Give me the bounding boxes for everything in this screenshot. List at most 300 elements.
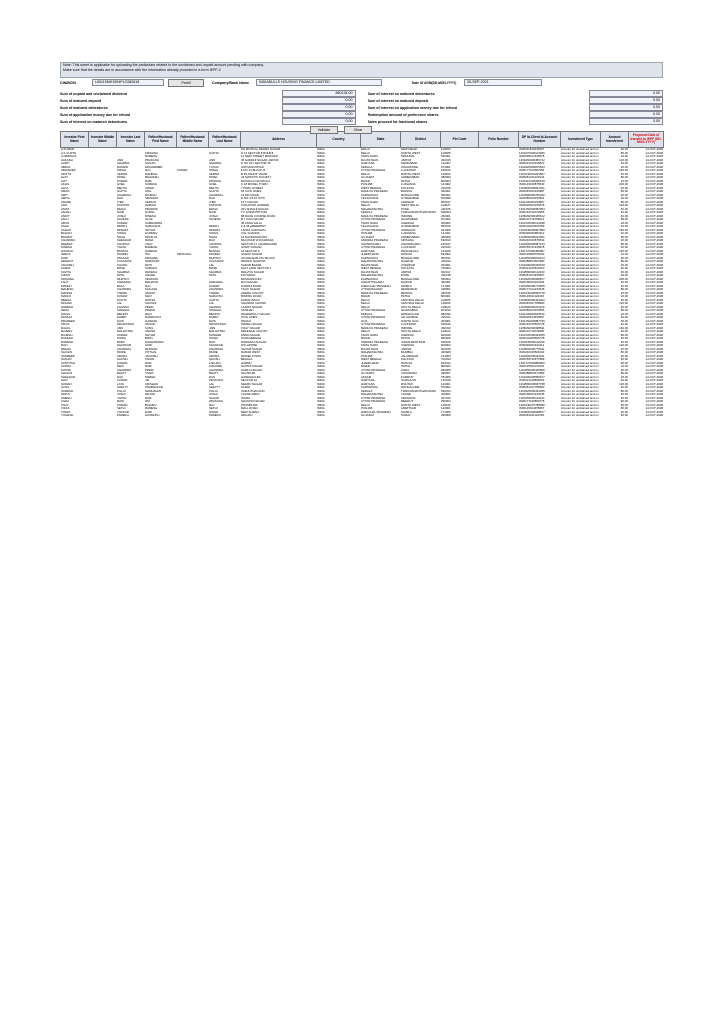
table-cell[interactable]: 400028 bbox=[441, 351, 451, 355]
table-cell[interactable]: 14-OCT-2028 bbox=[645, 158, 663, 162]
table-cell[interactable]: PAREKH bbox=[117, 414, 129, 418]
table-cell[interactable]: KUMAR bbox=[209, 284, 220, 288]
table-cell[interactable]: Amount for unclaimed and un bbox=[561, 414, 599, 418]
table-cell[interactable]: 60.00 bbox=[620, 190, 628, 194]
table-cell[interactable]: LATA bbox=[117, 382, 124, 386]
table-cell[interactable]: 492001 bbox=[441, 281, 451, 285]
table-cell[interactable]: SUBHAS bbox=[145, 267, 157, 271]
table-cell[interactable]: ANNA NAGAR bbox=[241, 333, 260, 337]
table-cell[interactable]: 60.00 bbox=[620, 319, 628, 323]
table-cell[interactable]: 9 RAJOURI GARDEN bbox=[241, 204, 270, 208]
table-cell[interactable]: IN30232410876543 bbox=[519, 239, 545, 243]
table-cell[interactable]: IN30133011122334 bbox=[519, 295, 544, 299]
table-cell[interactable]: VADODARA bbox=[401, 372, 418, 376]
table-cell[interactable]: 1208160000345612 bbox=[519, 214, 545, 218]
table-cell[interactable]: Amount for unclaimed and un bbox=[561, 319, 599, 323]
table-cell[interactable]: Amount for unclaimed and un bbox=[561, 211, 599, 215]
table-cell[interactable]: PUNJAB bbox=[361, 407, 373, 411]
table-cell[interactable]: JAIPUR bbox=[401, 158, 412, 162]
table-cell[interactable]: 14-OCT-2028 bbox=[645, 379, 663, 383]
table-cell[interactable]: UTTAR PRADESH bbox=[361, 246, 386, 250]
table-cell[interactable]: IN30021418899001 bbox=[519, 379, 545, 383]
table-cell[interactable]: IN30021416543210 bbox=[519, 267, 545, 271]
table-cell[interactable]: H NO 221 SECTOR 15 bbox=[241, 162, 271, 166]
table-cell[interactable]: MUKESH bbox=[145, 347, 158, 351]
table-cell[interactable]: 24 SECTOR 9 bbox=[241, 249, 260, 253]
table-cell[interactable]: INDIA bbox=[317, 330, 325, 334]
table-cell[interactable]: VARANASI bbox=[401, 396, 416, 400]
table-cell[interactable]: KUMAR bbox=[117, 333, 128, 337]
table-cell[interactable]: Amount for unclaimed and un bbox=[561, 246, 599, 250]
table-cell[interactable]: Amount for unclaimed and un bbox=[561, 256, 599, 260]
table-cell[interactable]: 14-OCT-2028 bbox=[645, 340, 663, 344]
table-cell[interactable]: SHARMA bbox=[209, 270, 222, 274]
table-cell[interactable]: HARYANA bbox=[361, 162, 375, 166]
table-cell[interactable]: BIHAR bbox=[361, 337, 370, 341]
table-cell[interactable]: INDIA bbox=[317, 337, 325, 341]
table-cell[interactable]: JOSHI bbox=[117, 214, 126, 218]
table-cell[interactable]: RAMESH bbox=[61, 340, 74, 344]
table-cell[interactable]: SATISH bbox=[61, 368, 72, 372]
table-cell[interactable]: AHMEDABAD bbox=[401, 176, 420, 180]
table-cell[interactable] bbox=[177, 414, 209, 418]
table-cell[interactable]: DELHI bbox=[361, 172, 370, 176]
table-cell[interactable]: HARI bbox=[145, 410, 152, 414]
table-cell[interactable]: 14-OCT-2028 bbox=[645, 214, 663, 218]
table-cell[interactable]: SRIVASTAVA bbox=[117, 323, 135, 327]
table-cell[interactable]: 14-OCT-2028 bbox=[645, 253, 663, 257]
table-cell[interactable]: CHENNAI bbox=[401, 333, 415, 337]
table-cell[interactable]: CENTRAL DELHI bbox=[401, 302, 424, 306]
table-cell[interactable]: Amount for unclaimed and un bbox=[561, 298, 599, 302]
table-cell[interactable]: INDIA bbox=[317, 277, 325, 281]
table-cell[interactable]: IN30286310234561 bbox=[519, 197, 545, 201]
table-cell[interactable]: 1302590000667788 bbox=[519, 382, 545, 386]
table-cell[interactable]: BALA bbox=[117, 284, 125, 288]
table-cell[interactable]: RAO bbox=[209, 239, 216, 243]
table-cell[interactable]: 452010 bbox=[441, 326, 451, 330]
table-cell[interactable]: INDIA bbox=[317, 172, 325, 176]
table-cell[interactable]: 80.00 bbox=[620, 200, 628, 204]
table-cell[interactable]: DESAI bbox=[209, 207, 218, 211]
table-cell[interactable]: INDIA bbox=[317, 291, 325, 295]
table-cell[interactable]: DELHI bbox=[361, 298, 370, 302]
table-cell[interactable]: YADAV bbox=[117, 246, 127, 250]
table-cell[interactable]: INDIA bbox=[317, 193, 325, 197]
table-cell[interactable]: SHETTY bbox=[209, 386, 221, 390]
table-cell[interactable]: ALKA bbox=[61, 186, 69, 190]
table-cell[interactable]: KAILASH bbox=[145, 288, 158, 292]
table-cell[interactable]: 144003 bbox=[441, 354, 451, 358]
table-cell[interactable]: GHOSH bbox=[209, 358, 220, 362]
table-cell[interactable]: HARISH bbox=[145, 204, 156, 208]
table-cell[interactable]: ANOOP bbox=[145, 323, 156, 327]
table-cell[interactable]: 1302590000112233 bbox=[519, 270, 545, 274]
table-cell[interactable]: 40.00 bbox=[620, 172, 628, 176]
table-cell[interactable]: PANKAJ bbox=[61, 316, 73, 320]
table-cell[interactable]: NEHA bbox=[61, 309, 70, 313]
table-cell[interactable]: 14-OCT-2028 bbox=[645, 172, 663, 176]
table-cell[interactable]: 14-OCT-2028 bbox=[645, 207, 663, 211]
table-cell[interactable]: 110052 bbox=[441, 172, 451, 176]
table-cell[interactable]: 14-OCT-2028 bbox=[645, 200, 663, 204]
table-cell[interactable]: 171009 bbox=[441, 410, 451, 414]
table-cell[interactable]: 40.00 bbox=[620, 274, 628, 278]
table-cell[interactable]: 301 SHIVAJI NAGAR bbox=[241, 207, 269, 211]
table-cell[interactable]: 380009 bbox=[441, 176, 451, 180]
table-cell[interactable]: 6/2 MOTILAL NEHRU NAGAR bbox=[241, 147, 281, 152]
table-cell[interactable]: HASMUKH bbox=[145, 414, 160, 418]
table-cell[interactable]: Amount for unclaimed and un bbox=[561, 155, 599, 159]
table-cell[interactable]: OM bbox=[145, 400, 150, 404]
table-cell[interactable]: INDIA bbox=[317, 200, 325, 204]
table-cell[interactable]: AARTI bbox=[61, 162, 70, 166]
table-cell[interactable]: INDIA bbox=[317, 274, 325, 278]
table-cell[interactable]: IN30102220456789 bbox=[519, 225, 545, 229]
table-cell[interactable]: A KUMAR bbox=[61, 147, 75, 152]
table-cell[interactable]: Amount for unclaimed and un bbox=[561, 228, 599, 232]
table-cell[interactable]: DELHI bbox=[361, 403, 370, 407]
table-cell[interactable]: SHARMA bbox=[117, 162, 130, 166]
table-cell[interactable]: LAL bbox=[209, 263, 215, 267]
table-cell[interactable]: PRASAD bbox=[117, 256, 129, 260]
table-cell[interactable]: 695004 bbox=[441, 211, 451, 215]
table-cell[interactable]: 1203320000876543 bbox=[519, 165, 545, 169]
table-cell[interactable]: UTTAR PRADESH bbox=[361, 169, 386, 173]
table-cell[interactable]: MEHTA bbox=[209, 186, 219, 190]
table-cell[interactable]: 40.00 bbox=[620, 414, 628, 418]
table-cell[interactable]: 80.00 bbox=[620, 333, 628, 337]
table-cell[interactable]: KAVITA bbox=[61, 270, 71, 274]
table-cell[interactable]: CHHATTISGARH bbox=[361, 281, 384, 285]
table-cell[interactable]: MAHARASHTRA bbox=[361, 260, 384, 264]
table-cell[interactable]: SHIV bbox=[145, 295, 152, 299]
table-cell[interactable]: 120.00 bbox=[619, 249, 628, 253]
table-cell[interactable]: 80.00 bbox=[620, 372, 628, 376]
table-cell[interactable]: DUBEY bbox=[117, 316, 127, 320]
table-cell[interactable]: 14-OCT-2028 bbox=[645, 190, 663, 194]
table-cell[interactable]: TAMIL NADU bbox=[361, 155, 379, 159]
table-cell[interactable]: BANGALORE bbox=[401, 193, 419, 197]
table-cell[interactable]: NAIR bbox=[117, 211, 124, 215]
table-cell[interactable]: PUNE bbox=[401, 274, 410, 278]
table-cell[interactable]: AMITA bbox=[61, 197, 70, 201]
table-cell[interactable]: IN30102225566778 bbox=[519, 337, 545, 341]
table-cell[interactable]: 10.00 bbox=[620, 253, 628, 257]
table-cell[interactable]: 1202300000987123 bbox=[519, 242, 545, 246]
table-cell[interactable]: BASAVANGUDI bbox=[241, 277, 262, 281]
table-cell[interactable]: NAGESWARA bbox=[145, 340, 164, 344]
clear-button[interactable]: Clear bbox=[344, 126, 372, 134]
table-cell[interactable]: SAGAR bbox=[209, 396, 220, 400]
table-cell[interactable]: 40.00 bbox=[620, 323, 628, 327]
table-cell[interactable]: IN30036023344112 bbox=[519, 344, 545, 348]
table-cell[interactable]: INDIA bbox=[317, 263, 325, 267]
agm-date-input[interactable]: 28-SEP-2021 bbox=[464, 79, 542, 86]
table-cell[interactable]: SANDEEP bbox=[61, 354, 75, 358]
table-cell[interactable]: ABDUL bbox=[61, 165, 71, 169]
table-cell[interactable]: JOSHI bbox=[209, 214, 218, 218]
table-cell[interactable]: NORTH WEST bbox=[401, 172, 421, 176]
table-cell[interactable]: 1203000000443322 bbox=[519, 298, 545, 302]
table-cell[interactable]: 14-OCT-2028 bbox=[645, 298, 663, 302]
table-cell[interactable]: ANIL bbox=[61, 204, 68, 208]
table-cell[interactable]: 1204450000678123 bbox=[519, 256, 545, 260]
table-cell[interactable]: PAREKH bbox=[209, 414, 221, 418]
table-cell[interactable]: INDIA bbox=[317, 284, 325, 288]
table-cell[interactable]: 800023 bbox=[441, 365, 451, 369]
table-cell[interactable]: 14-OCT-2028 bbox=[645, 361, 663, 365]
table-cell[interactable]: 400601 bbox=[441, 393, 451, 397]
table-cell[interactable]: KARNATAKA bbox=[361, 277, 379, 281]
table-cell[interactable]: 14-OCT-2028 bbox=[645, 232, 663, 236]
table-cell[interactable]: NORTH WEST bbox=[401, 151, 421, 155]
table-cell[interactable]: 1202990000221100 bbox=[519, 305, 545, 309]
table-cell[interactable]: 120.00 bbox=[619, 344, 628, 348]
table-cell[interactable]: DELHI bbox=[361, 204, 370, 208]
table-cell[interactable]: Amount for unclaimed and un bbox=[561, 407, 599, 411]
table-cell[interactable]: 14-OCT-2028 bbox=[645, 267, 663, 271]
table-cell[interactable]: 3/45 MAIN ROAD bbox=[241, 165, 264, 169]
table-cell[interactable]: HARI bbox=[145, 344, 152, 348]
table-cell[interactable]: Amount for unclaimed and un bbox=[561, 382, 599, 386]
table-cell[interactable]: RAJASTHAN bbox=[361, 270, 379, 274]
table-cell[interactable]: IN30177415566778 bbox=[519, 400, 545, 404]
table-cell[interactable]: Amount for unclaimed and un bbox=[561, 316, 599, 320]
table-cell[interactable]: ANDHRA PRADESH bbox=[361, 239, 388, 243]
table-cell[interactable]: BHAVESH bbox=[145, 176, 159, 180]
table-cell[interactable]: MEENA bbox=[61, 298, 72, 302]
table-cell[interactable]: 14-OCT-2028 bbox=[645, 333, 663, 337]
table-cell[interactable]: KUMAR bbox=[117, 361, 128, 365]
table-cell[interactable]: MYLAPORE bbox=[241, 344, 258, 348]
table-cell[interactable]: SARITA bbox=[61, 365, 72, 369]
table-cell[interactable]: RAVI bbox=[145, 312, 152, 316]
table-cell[interactable]: INDIA bbox=[317, 228, 325, 232]
table-cell[interactable]: KIRAN bbox=[61, 274, 70, 278]
table-cell[interactable]: KERALA bbox=[361, 389, 373, 393]
table-cell[interactable]: 110003 bbox=[441, 147, 451, 152]
table-cell[interactable]: Amount for unclaimed and un bbox=[561, 239, 599, 243]
table-cell[interactable]: GUJARAT bbox=[361, 235, 375, 239]
table-cell[interactable]: PANAMPILLY NAGAR bbox=[241, 312, 270, 316]
table-cell[interactable]: 110024 bbox=[441, 305, 451, 309]
table-cell[interactable]: 462001 bbox=[441, 190, 451, 194]
table-cell[interactable]: 14-OCT-2028 bbox=[645, 165, 663, 169]
table-cell[interactable]: 1204720000334455 bbox=[519, 333, 545, 337]
table-cell[interactable]: KUMAR bbox=[177, 169, 188, 173]
table-cell[interactable]: KAROL BAGH bbox=[241, 298, 260, 302]
table-cell[interactable]: 14-OCT-2028 bbox=[645, 305, 663, 309]
table-cell[interactable]: Amount for unclaimed and un bbox=[561, 169, 599, 173]
table-cell[interactable]: 1203000000998877 bbox=[519, 410, 545, 414]
table-cell[interactable]: MAHARASHTRA bbox=[361, 393, 384, 397]
table-cell[interactable]: SHEKHAR bbox=[117, 239, 131, 243]
table-cell[interactable]: CHENNAI bbox=[401, 200, 415, 204]
table-cell[interactable]: DELHI bbox=[361, 330, 370, 334]
table-cell[interactable]: ASHOK bbox=[145, 291, 156, 295]
table-cell[interactable]: 575002 bbox=[441, 386, 451, 390]
table-cell[interactable]: 40.00 bbox=[620, 256, 628, 260]
table-cell[interactable]: Amount for unclaimed and un bbox=[561, 197, 599, 201]
table-cell[interactable]: 14-OCT-2028 bbox=[645, 400, 663, 404]
table-cell[interactable]: BIHAR bbox=[361, 179, 370, 183]
table-cell[interactable]: HYDERABAD bbox=[401, 197, 419, 201]
table-cell[interactable]: KARNATAKA bbox=[361, 193, 379, 197]
table-cell[interactable]: 110024 bbox=[441, 330, 451, 334]
table-cell[interactable]: KERALA bbox=[361, 312, 373, 316]
table-cell[interactable]: RAO bbox=[117, 197, 124, 201]
table-cell[interactable]: RAO bbox=[209, 197, 216, 201]
table-cell[interactable]: GUPTA bbox=[209, 298, 219, 302]
table-cell[interactable]: SETHI bbox=[117, 407, 126, 411]
table-cell[interactable]: MURTHY bbox=[209, 256, 222, 260]
table-cell[interactable]: 141401 bbox=[441, 232, 451, 236]
table-cell[interactable]: GAURAV bbox=[61, 249, 73, 253]
table-cell[interactable]: SINGH bbox=[209, 410, 219, 414]
table-cell[interactable]: 14-OCT-2028 bbox=[645, 204, 663, 208]
table-cell[interactable]: INDIA bbox=[317, 326, 325, 330]
table-cell[interactable]: SWATI bbox=[61, 393, 70, 397]
table-cell[interactable]: GOEL bbox=[209, 183, 218, 187]
table-cell[interactable]: INDIA bbox=[317, 302, 325, 306]
table-cell[interactable]: ANUJ bbox=[61, 218, 69, 222]
table-cell[interactable]: 1301760000987654 bbox=[519, 207, 545, 211]
table-cell[interactable]: 110034 bbox=[441, 403, 451, 407]
table-cell[interactable]: KOLKATA bbox=[401, 358, 414, 362]
table-cell[interactable]: BANGALORE bbox=[401, 277, 419, 281]
table-cell[interactable]: PRAKASH bbox=[209, 400, 223, 404]
table-cell[interactable]: MADHAVAN bbox=[145, 389, 161, 393]
table-cell[interactable]: DINESH bbox=[61, 246, 72, 250]
table-cell[interactable]: 14-OCT-2028 bbox=[645, 291, 663, 295]
table-cell[interactable]: SUNIL bbox=[145, 326, 154, 330]
table-cell[interactable]: INDIA bbox=[317, 400, 325, 404]
table-cell[interactable]: INDIA bbox=[317, 204, 325, 208]
table-cell[interactable]: 14-OCT-2028 bbox=[645, 326, 663, 330]
table-cell[interactable]: 302015 bbox=[441, 158, 451, 162]
table-cell[interactable]: 40.00 bbox=[620, 316, 628, 320]
table-cell[interactable]: SIGRA bbox=[241, 396, 250, 400]
table-cell[interactable]: BANGALORE bbox=[401, 256, 419, 260]
table-cell[interactable]: 80.00 bbox=[620, 288, 628, 292]
table-cell[interactable]: 800020 bbox=[441, 337, 451, 341]
table-cell[interactable]: KUMAR bbox=[117, 379, 128, 383]
table-cell[interactable]: SHIV bbox=[61, 379, 68, 383]
table-cell[interactable]: A K GUPTA bbox=[61, 151, 77, 155]
table-cell[interactable]: KISHORE bbox=[209, 365, 223, 369]
table-cell[interactable]: 40.00 bbox=[620, 207, 628, 211]
table-cell[interactable]: 14-OCT-2028 bbox=[645, 239, 663, 243]
table-cell[interactable]: 14-OCT-2028 bbox=[645, 284, 663, 288]
table-cell[interactable]: Amount for unclaimed and un bbox=[561, 263, 599, 267]
table-cell[interactable]: PATEL bbox=[209, 176, 218, 180]
table-cell[interactable]: INDIA bbox=[317, 176, 325, 180]
table-cell[interactable]: Amount for unclaimed and un bbox=[561, 372, 599, 376]
table-cell[interactable]: FARIDABAD bbox=[401, 162, 418, 166]
table-cell[interactable]: 14-OCT-2028 bbox=[645, 193, 663, 197]
table-cell[interactable]: BANSAL bbox=[117, 249, 129, 253]
table-cell[interactable]: MODEL TOWN bbox=[241, 354, 261, 358]
table-cell[interactable]: MOHAMMED bbox=[145, 165, 163, 169]
table-cell[interactable]: 1304140007788990 bbox=[519, 403, 545, 407]
table-cell[interactable]: GANESH bbox=[145, 319, 158, 323]
table-cell[interactable]: VAZHUTHACAUD bbox=[241, 389, 265, 393]
table-cell[interactable]: INDIA bbox=[317, 249, 325, 253]
table-cell[interactable]: HYDERABAD bbox=[401, 225, 419, 229]
table-cell[interactable]: Amount for unclaimed and un bbox=[561, 158, 599, 162]
table-cell[interactable]: PANAJI bbox=[241, 319, 251, 323]
table-cell[interactable]: 248001 bbox=[441, 288, 451, 292]
table-cell[interactable]: Amount for unclaimed and un bbox=[561, 344, 599, 348]
table-cell[interactable]: DINESH bbox=[145, 214, 156, 218]
table-cell[interactable]: 1203000000654321 bbox=[519, 186, 545, 190]
table-cell[interactable]: INDIA bbox=[317, 214, 325, 218]
table-cell[interactable]: 700016 bbox=[441, 186, 451, 190]
table-cell[interactable]: RAJ NAGAR bbox=[241, 281, 258, 285]
table-cell[interactable]: Amount for unclaimed and un bbox=[561, 326, 599, 330]
table-cell[interactable]: SINGH bbox=[209, 232, 219, 236]
table-cell[interactable]: INDIA bbox=[317, 351, 325, 355]
table-cell[interactable]: KAMAL bbox=[61, 267, 71, 271]
table-cell[interactable]: SANTOSH bbox=[61, 361, 75, 365]
table-cell[interactable]: AGRAWAL bbox=[117, 281, 132, 285]
table-cell[interactable]: Amount for unclaimed and un bbox=[561, 147, 599, 152]
table-cell[interactable]: SHYAM bbox=[145, 333, 156, 337]
table-cell[interactable]: INDIA bbox=[317, 361, 325, 365]
table-cell[interactable]: YADAV bbox=[209, 246, 219, 250]
table-cell[interactable]: GEETA bbox=[61, 253, 71, 257]
table-cell[interactable]: 14-OCT-2028 bbox=[645, 372, 663, 376]
table-cell[interactable]: 80.00 bbox=[620, 407, 628, 411]
table-cell[interactable]: PUNJAB bbox=[361, 354, 373, 358]
table-cell[interactable]: 226010 bbox=[441, 246, 451, 250]
table-cell[interactable]: 14-OCT-2028 bbox=[645, 225, 663, 229]
table-cell[interactable]: 14-OCT-2028 bbox=[645, 197, 663, 201]
table-cell[interactable]: SOUTH DELHI bbox=[401, 305, 421, 309]
table-cell[interactable]: NAGPUR bbox=[401, 260, 414, 264]
table-cell[interactable]: RAMESH bbox=[145, 246, 158, 250]
table-cell[interactable]: 60.00 bbox=[620, 361, 628, 365]
table-cell[interactable]: 390007 bbox=[441, 372, 451, 376]
table-cell[interactable]: IN30163745566778 bbox=[519, 323, 545, 327]
table-cell[interactable]: MAHARASHTRA bbox=[361, 207, 384, 211]
table-cell[interactable]: JALANDHAR bbox=[401, 354, 419, 358]
table-cell[interactable]: SECTOR 22 bbox=[241, 379, 258, 383]
table-cell[interactable]: JAGDISH bbox=[61, 263, 74, 267]
table-cell[interactable]: FLAT 12 BLOCK B bbox=[241, 169, 266, 173]
table-cell[interactable]: SINHA bbox=[117, 337, 126, 341]
table-cell[interactable]: INDIA bbox=[317, 183, 325, 187]
table-cell[interactable]: AGARWAL bbox=[117, 347, 132, 351]
table-cell[interactable]: 200.00 bbox=[619, 183, 628, 187]
table-cell[interactable]: 14-OCT-2028 bbox=[645, 330, 663, 334]
table-cell[interactable]: RAIPUR bbox=[401, 281, 412, 285]
table-cell[interactable]: 14-OCT-2028 bbox=[645, 169, 663, 173]
table-cell[interactable]: PATNA bbox=[401, 295, 411, 299]
table-cell[interactable]: 14-OCT-2028 bbox=[645, 396, 663, 400]
table-cell[interactable]: Amount for unclaimed and un bbox=[561, 365, 599, 369]
table-cell[interactable]: RAJASTHAN bbox=[361, 347, 379, 351]
table-cell[interactable]: MUMBAI bbox=[401, 351, 413, 355]
table-cell[interactable]: PRIYA bbox=[61, 323, 70, 327]
table-cell[interactable]: GUPTA bbox=[209, 151, 219, 155]
table-cell[interactable]: CHOPRA bbox=[209, 242, 222, 246]
table-cell[interactable]: IN30020614455667 bbox=[519, 316, 545, 320]
table-cell[interactable]: 10.00 bbox=[620, 284, 628, 288]
table-cell[interactable]: 221010 bbox=[441, 396, 451, 400]
table-cell[interactable]: SHAH bbox=[117, 235, 126, 239]
